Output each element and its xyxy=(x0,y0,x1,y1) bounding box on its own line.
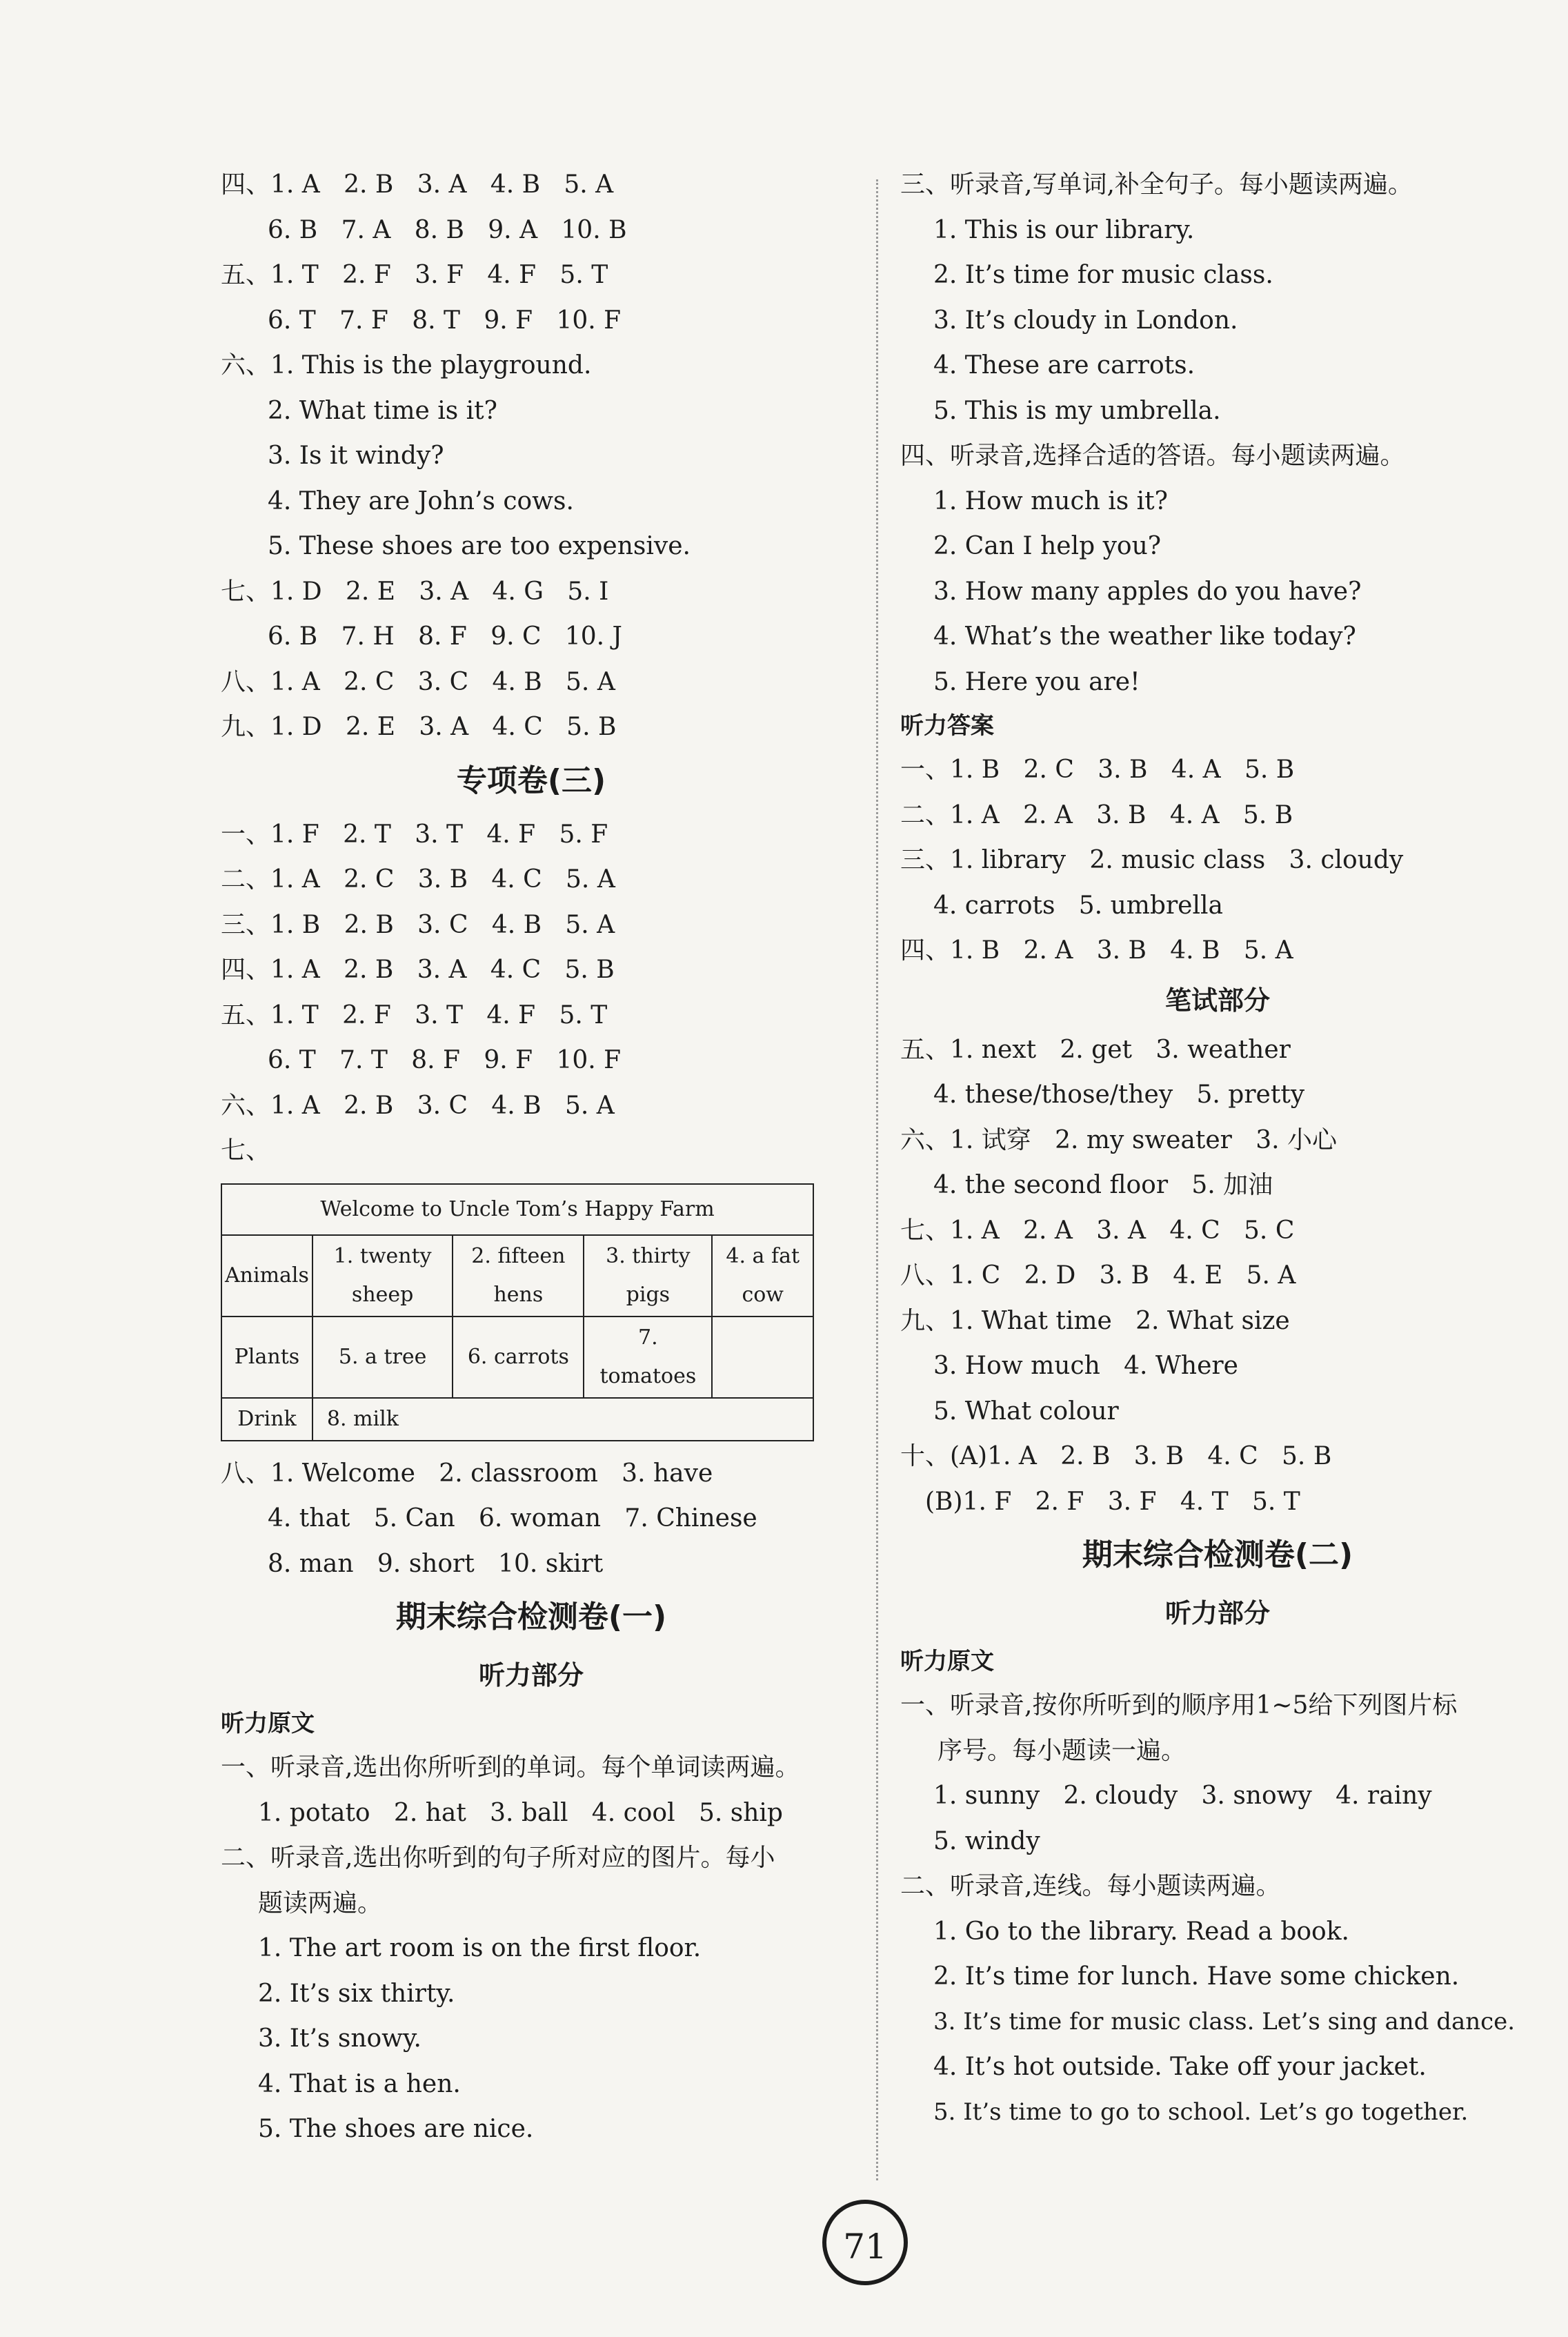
answer-line: 1. potato 2. hat 3. ball 4. cool 5. ship xyxy=(258,1798,783,1827)
answer-line: 6. T 7. F 8. T 9. F 10. F xyxy=(268,306,622,335)
table-cell: 3. thirty pigs xyxy=(584,1235,712,1317)
answer-line: 5. The shoes are nice. xyxy=(258,2115,534,2143)
answer-line: 6. B 7. A 8. B 9. A 10. B xyxy=(268,215,627,244)
answer-line: 1. The art room is on the first floor. xyxy=(258,1934,702,1962)
section-label: 听力答案 xyxy=(900,712,994,740)
farm-table-title: Welcome to Uncle Tom’s Happy Farm xyxy=(221,1184,813,1235)
answer-line: 五、1. T 2. F 3. T 4. F 5. T xyxy=(221,1000,608,1029)
answer-line: 2. It’s time for lunch. Have some chicken. xyxy=(933,1962,1460,1991)
answer-line: 4. carrots 5. umbrella xyxy=(933,891,1223,920)
answer-line: 5. What colour xyxy=(933,1397,1119,1426)
column-divider xyxy=(876,179,878,2180)
answer-line: 八、1. A 2. C 3. C 4. B 5. A xyxy=(221,667,615,696)
question-line: 一、听录音,选出你所听到的单词。每个单词读两遍。 xyxy=(221,1753,800,1782)
right-column xyxy=(900,162,1535,2135)
answer-line: 4. the second floor 5. 加油 xyxy=(933,1171,1273,1199)
row-label-plants: Plants xyxy=(221,1317,312,1398)
section-subtitle: 笔试部分 xyxy=(1164,985,1270,1016)
table-cell: 5. a tree xyxy=(312,1317,453,1398)
answer-line: 5. These shoes are too expensive. xyxy=(268,532,691,560)
section-subtitle: 听力部分 xyxy=(1164,1598,1270,1628)
answer-line: 5. This is my umbrella. xyxy=(933,396,1221,425)
answer-line: 1. sunny 2. cloudy 3. snowy 4. rainy xyxy=(933,1782,1432,1810)
answer-line: 三、1. B 2. B 3. C 4. B 5. A xyxy=(221,910,615,939)
table-cell: 8. milk xyxy=(312,1398,813,1441)
answer-line: 六、1. This is the playground. xyxy=(221,351,592,379)
answer-line: 1. Go to the library. Read a book. xyxy=(933,1917,1349,1946)
answer-line: 3. How much 4. Where xyxy=(933,1352,1238,1380)
left-column xyxy=(221,162,842,2152)
answer-line: 4. What’s the weather like today? xyxy=(933,622,1356,651)
question-line: 序号。每小题读一遍。 xyxy=(937,1736,1187,1765)
answer-line: 四、1. B 2. A 3. B 4. B 5. A xyxy=(900,936,1293,965)
row-label-animals: Animals xyxy=(221,1235,312,1317)
answer-line: 五、1. T 2. F 3. F 4. F 5. T xyxy=(221,261,608,289)
question-line: 二、听录音,连线。每小题读两遍。 xyxy=(900,1872,1281,1900)
answer-line: 八、1. Welcome 2. classroom 3. have xyxy=(221,1459,713,1488)
section-title: 期末综合检测卷(二) xyxy=(1082,1537,1353,1572)
answer-line: 四、1. A 2. B 3. A 4. C 5. B xyxy=(221,956,615,984)
answer-line: (B)1. F 2. F 3. F 4. T 5. T xyxy=(925,1487,1300,1516)
section-subtitle: 听力部分 xyxy=(478,1660,584,1690)
answer-line: 6. T 7. T 8. F 9. F 10. F xyxy=(268,1046,622,1074)
section-title: 期末综合检测卷(一) xyxy=(395,1599,667,1635)
question-line: 二、听录音,选出你听到的句子所对应的图片。每小 xyxy=(221,1844,775,1872)
farm-table xyxy=(221,1183,814,1441)
table-cell: 6. carrots xyxy=(453,1317,584,1398)
question-line: 一、听录音,按你所听到的顺序用1~5给下列图片标 xyxy=(900,1691,1458,1719)
answer-line: 一、1. F 2. T 3. T 4. F 5. F xyxy=(221,820,608,849)
answer-line: 九、1. D 2. E 3. A 4. C 5. B xyxy=(221,713,617,741)
answer-line: 8. man 9. short 10. skirt xyxy=(268,1549,604,1578)
answer-line: 七、1. A 2. A 3. A 4. C 5. C xyxy=(900,1216,1295,1245)
answer-line: 3. How many apples do you have? xyxy=(933,577,1362,606)
answer-line: 4. They are John’s cows. xyxy=(268,486,574,515)
answer-line: 七、 xyxy=(221,1136,271,1165)
table-cell xyxy=(712,1317,813,1398)
answer-line: 二、1. A 2. C 3. B 4. C 5. A xyxy=(221,865,615,894)
answer-line: 4. that 5. Can 6. woman 7. Chinese xyxy=(268,1504,757,1532)
answer-line: 5. Here you are! xyxy=(933,667,1140,696)
answer-line: 八、1. C 2. D 3. B 4. E 5. A xyxy=(900,1261,1296,1290)
answer-line: 5. windy xyxy=(933,1826,1040,1855)
section-label: 听力原文 xyxy=(900,1648,994,1675)
answer-line: 三、1. library 2. music class 3. cloudy xyxy=(900,846,1404,874)
answer-line: 六、1. A 2. B 3. C 4. B 5. A xyxy=(221,1091,615,1120)
section-title: 专项卷(三) xyxy=(456,762,606,798)
answer-line: 3. It’s time for music class. Let’s sing and dance. xyxy=(933,2007,1516,2035)
answer-line: 2. Can I help you? xyxy=(933,532,1162,560)
answer-line: 六、1. 试穿 2. my sweater 3. 小心 xyxy=(900,1125,1337,1154)
answer-line: 3. It’s snowy. xyxy=(258,2024,421,2053)
page-number: 71 xyxy=(822,2200,908,2285)
question-line: 四、听录音,选择合适的答语。每小题读两遍。 xyxy=(900,442,1405,470)
answer-line: 6. B 7. H 8. F 9. C 10. J xyxy=(268,622,622,651)
answer-line: 4. These are carrots. xyxy=(933,351,1195,379)
answer-line: 七、1. D 2. E 3. A 4. G 5. I xyxy=(221,577,609,606)
answer-line: 1. This is our library. xyxy=(933,215,1195,244)
answer-line: 5. It’s time to go to school. Let’s go together. xyxy=(933,2098,1469,2126)
answer-line: 4. these/those/they 5. pretty xyxy=(933,1081,1305,1109)
table-cell: 1. twenty sheep xyxy=(312,1235,453,1317)
table-cell: 7. tomatoes xyxy=(584,1317,712,1398)
answer-line: 十、(A)1. A 2. B 3. B 4. C 5. B xyxy=(900,1442,1332,1470)
answer-line: 2. What time is it? xyxy=(268,396,497,425)
answer-line: 4. That is a hen. xyxy=(258,2069,461,2098)
answer-line: 五、1. next 2. get 3. weather xyxy=(900,1035,1291,1064)
answer-line: 2. It’s six thirty. xyxy=(258,1979,455,2008)
answer-line: 3. It’s cloudy in London. xyxy=(933,306,1238,335)
answer-line: 4. It’s hot outside. Take off your jacket. xyxy=(933,2053,1427,2081)
answer-line: 二、1. A 2. A 3. B 4. A 5. B xyxy=(900,800,1293,829)
answer-line: 3. Is it windy? xyxy=(268,442,444,470)
answer-line: 九、1. What time 2. What size xyxy=(900,1306,1290,1335)
question-line: 题读两遍。 xyxy=(258,1889,383,1917)
section-label: 听力原文 xyxy=(221,1710,315,1737)
row-label-drink: Drink xyxy=(221,1398,312,1441)
table-cell: 4. a fat cow xyxy=(712,1235,813,1317)
answer-line: 2. It’s time for music class. xyxy=(933,261,1273,289)
question-line: 三、听录音,写单词,补全句子。每小题读两遍。 xyxy=(900,170,1413,199)
answer-line: 四、1. A 2. B 3. A 4. B 5. A xyxy=(221,170,614,199)
answer-line: 1. How much is it? xyxy=(933,486,1168,515)
answer-line: 一、1. B 2. C 3. B 4. A 5. B xyxy=(900,756,1295,784)
table-cell: 2. fifteen hens xyxy=(453,1235,584,1317)
